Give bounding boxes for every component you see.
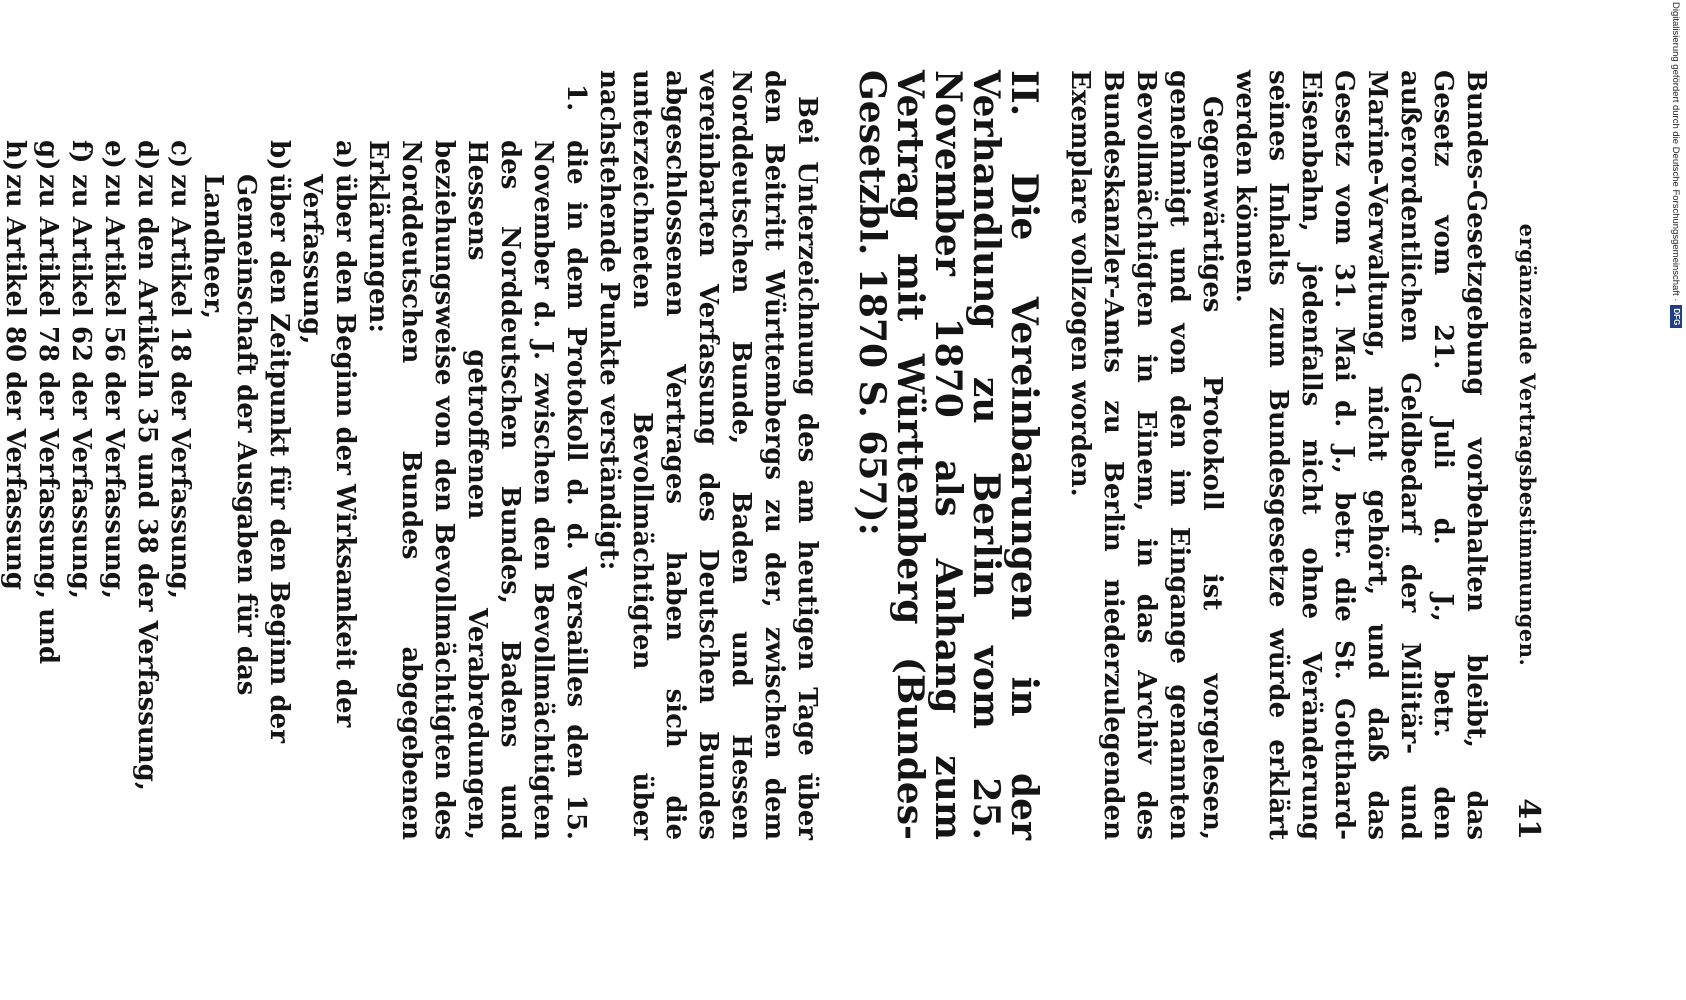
sub-item-c bbox=[163, 70, 196, 840]
sub-item-label: a) bbox=[330, 140, 360, 170]
sub-item-f bbox=[64, 70, 97, 840]
sub-item-text: zu Artikel 80 der Verfassung bbox=[0, 174, 30, 590]
running-title: ergänzende Vertragsbestimmungen. bbox=[1515, 223, 1540, 667]
sub-item-text: über den Zeitpunkt für den Beginn der Gemeinschaft der Ausgaben für das Landheer, bbox=[198, 174, 294, 743]
item-number: 1. bbox=[561, 84, 591, 112]
sub-item-label: f) bbox=[66, 140, 96, 164]
credit-text: Digitalisierung gefördert durch die Deutsche Forschungsgemeinschaft · bbox=[1670, 2, 1682, 302]
section-heading: II. Die Vereinbarungen in der Verhandlung zu Berlin vom 25. November 1870 als Anhang zum Vertrag mit Württemberg (Bundes-Gesetzbl. 1870 S. 657): bbox=[851, 70, 1045, 840]
paragraph-continuation: Bundes-Gesetzgebung vorbehalten bleibt, das Gesetz vom 21. Juli d. J., betr. den außerordentlichen Geldbedarf der Militär- und Marine-Verwaltung, nicht gehört, und daß das Gesetz vom 31. Mai d. J., betr. die St. Gotthard-Eisenbahn, jedenfalls nicht ohne Veränderung seines Inhalts zum Bundesgesetze würde erklärt werden können. bbox=[1230, 70, 1491, 840]
sub-item-a bbox=[295, 70, 361, 840]
sub-item-b bbox=[196, 70, 295, 840]
sub-item-text: über den Beginn der Wirksamkeit der Verfassung, bbox=[297, 174, 360, 728]
running-head bbox=[1500, 40, 1546, 850]
digitization-credit bbox=[1669, 2, 1683, 362]
list-item-1 bbox=[361, 70, 592, 840]
scanned-book-page bbox=[0, 40, 1546, 850]
sub-item-text: zu Artikel 18 der Verfassung, bbox=[165, 174, 195, 600]
sub-item-label: h) bbox=[0, 140, 30, 172]
paragraph-intro: Bei Unterzeichnung des am heutigen Tage über den Beitritt Württembergs zu der, zwischen dem Norddeutschen Bunde, Baden und Hessen vereinbarten Verfassung des Deutschen Bundes abgeschlossenen Vertrages haben sich die unterzeichneten Bevollmächtigten über nachstehende Punkte verständigt: bbox=[594, 70, 822, 840]
sub-item-label: d) bbox=[132, 140, 162, 171]
sub-item-d bbox=[130, 70, 163, 840]
item-text: die in dem Protokoll d. d. Versailles den 15. November d. J. zwischen den Bevollmächtigten des Norddeutschen Bundes, Badens und Hessens getroffenen Verabredungen, beziehungsweise von den Bevollmächtigten des Norddeutschen Bundes abgegebenen Erklärungen: bbox=[363, 140, 591, 840]
page-number: 41 bbox=[1511, 798, 1546, 840]
page-body bbox=[0, 70, 1492, 840]
sub-item-label: c) bbox=[165, 140, 195, 169]
paragraph-protocol: Gegenwärtiges Protokoll ist vorgelesen, genehmigt und von den im Eingange genannten Bevollmächtigten in Einem, in das Archiv des Bundeskanzler-Amts zu Berlin niederzulegenden Exemplare vollzogen worden. bbox=[1065, 70, 1227, 840]
sub-item-h bbox=[0, 70, 31, 840]
sub-item-g bbox=[31, 70, 64, 840]
sub-item-text: zu Artikel 62 der Verfassung, bbox=[66, 174, 96, 600]
sub-item-e bbox=[97, 70, 130, 840]
sub-item-label: e) bbox=[99, 140, 129, 169]
sub-item-text: zu den Artikeln 35 und 38 der Verfassung, bbox=[132, 174, 162, 791]
sub-item-label: b) bbox=[264, 140, 294, 171]
sub-item-text: zu Artikel 56 der Verfassung, bbox=[99, 174, 129, 600]
sub-item-label: g) bbox=[33, 140, 63, 171]
sub-item-text: zu Artikel 78 der Verfassung, und bbox=[33, 174, 63, 665]
dfg-logo: DFG bbox=[1670, 305, 1682, 328]
